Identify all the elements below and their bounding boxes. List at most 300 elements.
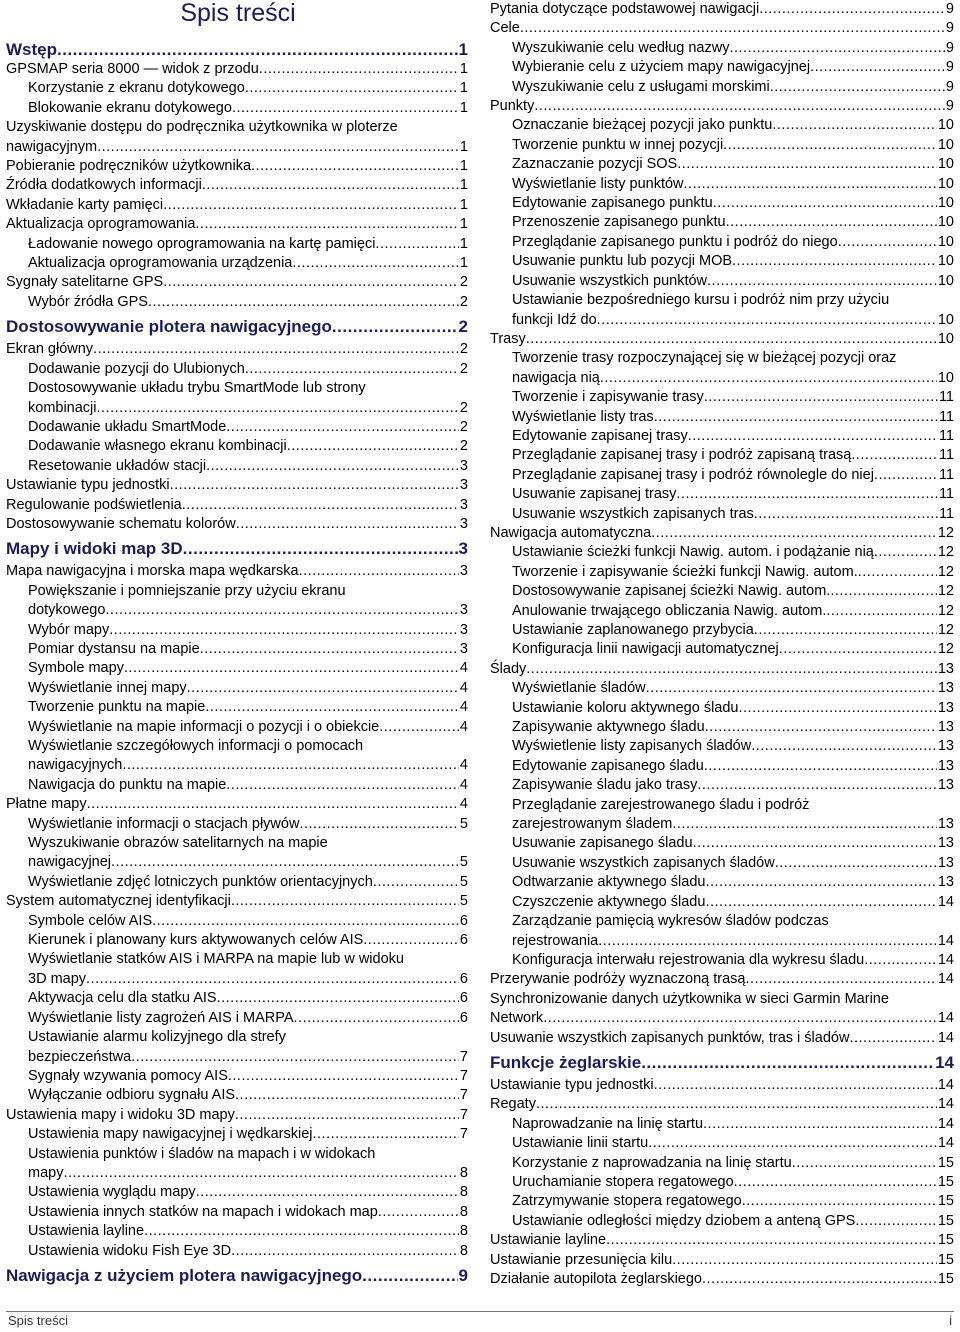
toc-page-number: 2 xyxy=(458,317,468,337)
toc-page-number: 11 xyxy=(938,466,954,483)
dot-leader xyxy=(734,1173,937,1192)
toc-entry[interactable] xyxy=(6,1009,468,1028)
dot-leader xyxy=(641,1053,934,1073)
toc-entry-line[interactable] xyxy=(490,990,954,1009)
toc-entry-title: Ustawienia layline xyxy=(28,1223,145,1240)
toc-entry[interactable] xyxy=(6,1048,468,1067)
toc-page-number: 13 xyxy=(937,719,954,736)
toc-entry-title: Regulowanie podświetlenia xyxy=(6,496,182,513)
toc-entry[interactable] xyxy=(490,757,954,776)
toc-page-number: 7 xyxy=(459,1106,468,1123)
dot-leader xyxy=(851,446,938,465)
dot-leader xyxy=(704,388,938,407)
toc-entry-title: Pobieranie podręczników użytkownika xyxy=(6,158,252,175)
toc-page-number: 13 xyxy=(937,874,954,891)
toc-entry[interactable] xyxy=(6,476,468,495)
toc-entry[interactable] xyxy=(6,1222,468,1241)
dot-leader xyxy=(849,1029,936,1048)
toc-page-number: 10 xyxy=(937,272,954,289)
dot-leader xyxy=(536,1095,937,1114)
toc-entry[interactable] xyxy=(490,155,954,174)
dot-leader xyxy=(259,60,459,79)
dot-leader xyxy=(702,1270,937,1289)
toc-entry-line[interactable] xyxy=(490,349,954,368)
dot-leader xyxy=(163,196,459,215)
toc-entry[interactable] xyxy=(6,79,468,98)
toc-entry[interactable] xyxy=(6,99,468,118)
toc-entry-title: Wyświetlanie listy punktów xyxy=(512,175,684,192)
toc-entry[interactable] xyxy=(490,1009,954,1028)
toc-entry[interactable] xyxy=(490,485,954,504)
toc-entry[interactable] xyxy=(6,873,468,892)
toc-entry[interactable] xyxy=(490,524,954,543)
toc-entry[interactable] xyxy=(490,1076,954,1095)
toc-entry[interactable] xyxy=(490,1192,954,1211)
dot-leader xyxy=(187,679,459,698)
toc-entry[interactable] xyxy=(490,951,954,970)
toc-entry[interactable] xyxy=(6,679,468,698)
dot-leader xyxy=(654,408,938,427)
dot-leader xyxy=(86,970,459,989)
toc-entry[interactable] xyxy=(490,1231,954,1250)
toc-entry-title: Wyświetlanie szczegółowych informacji o pomocach xyxy=(28,738,364,754)
dot-leader xyxy=(838,233,937,252)
dot-leader xyxy=(313,1125,459,1144)
toc-entry[interactable] xyxy=(6,1086,468,1105)
toc-entry[interactable] xyxy=(6,418,468,437)
toc-page-number: 4 xyxy=(459,660,468,677)
dot-leader xyxy=(97,399,459,418)
toc-entry[interactable] xyxy=(490,1154,954,1173)
toc-page-number: 3 xyxy=(459,457,468,474)
toc-entry-title: Wyświetlanie informacji o stacjach pływów xyxy=(28,815,300,832)
toc-entry-title: Ustawianie przesunięcia kilu xyxy=(490,1251,673,1268)
dot-leader xyxy=(93,340,459,359)
toc-entry[interactable] xyxy=(6,640,468,659)
toc-entry[interactable] xyxy=(6,457,468,476)
toc-page-number: 3 xyxy=(459,640,468,657)
toc-entry-title: Anulowanie trwającego obliczania Nawig. autom. xyxy=(512,602,827,619)
dot-leader xyxy=(63,1164,458,1183)
toc-right-column xyxy=(490,0,954,1289)
toc-entry[interactable] xyxy=(490,505,954,524)
toc-entry[interactable] xyxy=(6,892,468,911)
toc-page-number: 7 xyxy=(459,1126,468,1143)
toc-entry[interactable] xyxy=(490,602,954,621)
dot-leader xyxy=(235,1086,459,1105)
toc-entry[interactable] xyxy=(490,408,954,427)
dot-leader xyxy=(122,756,459,775)
dot-leader xyxy=(713,194,937,213)
toc-entry-title: Wyświetlanie zdjęć lotniczych punktów orientacyjnych xyxy=(28,873,373,890)
dot-leader xyxy=(707,272,937,291)
toc-entry-line[interactable] xyxy=(490,912,954,931)
toc-entry-title: Wkładanie karty pamięci xyxy=(6,196,164,213)
dot-leader xyxy=(672,815,936,834)
toc-entry[interactable] xyxy=(6,254,468,273)
toc-entry[interactable] xyxy=(6,621,468,640)
toc-entry[interactable] xyxy=(6,970,468,989)
toc-entry[interactable] xyxy=(490,0,954,19)
dot-leader xyxy=(231,1242,459,1261)
toc-entry[interactable] xyxy=(490,834,954,853)
toc-page-number: 10 xyxy=(937,233,954,250)
toc-entry[interactable] xyxy=(6,1242,468,1261)
toc-entry[interactable] xyxy=(6,293,468,312)
toc-entry[interactable] xyxy=(490,1251,954,1270)
toc-entry-title: Wybór źródła GPS xyxy=(28,293,148,310)
toc-entry[interactable] xyxy=(490,621,954,640)
toc-page-number: 6 xyxy=(459,970,468,987)
toc-page-number: 14 xyxy=(935,1052,954,1072)
toc-entry-title: bezpieczeństwa xyxy=(28,1048,132,1065)
toc-entry[interactable] xyxy=(490,1173,954,1192)
toc-page-number: 9 xyxy=(945,20,954,37)
dot-leader xyxy=(654,1076,937,1095)
toc-entry[interactable] xyxy=(490,718,954,737)
dot-leader xyxy=(378,1203,459,1222)
toc-entry[interactable] xyxy=(6,1125,468,1144)
toc-entry[interactable] xyxy=(6,1164,468,1183)
dot-leader xyxy=(772,116,937,135)
toc-entry-title: Konfiguracja linii nawigacji automatycznej xyxy=(512,641,779,658)
dot-leader xyxy=(124,659,459,678)
dot-leader xyxy=(598,932,937,951)
toc-entry[interactable] xyxy=(490,737,954,756)
toc-entry[interactable] xyxy=(6,138,468,157)
toc-entry[interactable] xyxy=(490,1270,954,1289)
toc-entry[interactable] xyxy=(490,1095,954,1114)
toc-entry-title: Wstęp xyxy=(6,40,57,59)
toc-entry[interactable] xyxy=(6,437,468,456)
toc-entry-title: GPSMAP seria 8000 — widok z przodu xyxy=(6,61,259,77)
toc-entry[interactable] xyxy=(6,756,468,775)
toc-entry[interactable] xyxy=(6,698,468,717)
toc-entry[interactable] xyxy=(6,776,468,795)
dot-leader xyxy=(684,175,937,194)
toc-entry-title: Zarządzanie pamięcią wykresów śladów podczas xyxy=(512,913,829,930)
toc-page-number: 9 xyxy=(945,59,954,76)
dot-leader xyxy=(57,40,458,60)
toc-entry[interactable] xyxy=(6,215,468,234)
dot-leader xyxy=(745,970,936,989)
dot-leader xyxy=(379,718,459,737)
toc-entry[interactable] xyxy=(6,340,468,359)
toc-entry-line[interactable] xyxy=(6,118,468,137)
dot-leader xyxy=(183,539,458,559)
toc-page-number: 10 xyxy=(937,175,954,192)
dot-leader xyxy=(163,273,459,292)
toc-section-heading[interactable] xyxy=(6,1266,468,1286)
toc-entry-title: Mapy i widoki map 3D xyxy=(6,539,183,559)
toc-entry-title: rejestrowania xyxy=(512,932,599,949)
toc-page-number: 6 xyxy=(459,1009,468,1026)
toc-entry[interactable] xyxy=(490,427,954,446)
dot-leader xyxy=(362,1266,457,1286)
toc-entry[interactable] xyxy=(490,815,954,834)
toc-entry[interactable] xyxy=(6,60,468,79)
toc-entry[interactable] xyxy=(490,932,954,951)
toc-entry[interactable] xyxy=(6,196,468,215)
toc-entry[interactable] xyxy=(6,815,468,834)
dot-leader xyxy=(648,1134,937,1153)
toc-page-number: 3 xyxy=(459,621,468,638)
dot-leader xyxy=(732,252,937,271)
toc-entry[interactable] xyxy=(6,1203,468,1222)
toc-page-number: 9 xyxy=(945,39,954,56)
toc-entry-title: Wyświetlanie innej mapy xyxy=(28,679,187,696)
toc-page-number: 9 xyxy=(945,98,954,115)
toc-page-number: 9 xyxy=(945,1,954,17)
toc-entry[interactable] xyxy=(490,330,954,349)
toc-entry-line[interactable] xyxy=(6,834,468,853)
dot-leader xyxy=(299,562,459,581)
toc-section-heading[interactable] xyxy=(6,317,468,337)
toc-page-number: 1 xyxy=(459,177,468,194)
dot-leader xyxy=(543,1009,937,1028)
toc-entry-title: Ustawianie ścieżki funkcji Nawig. autom. i podążanie nią xyxy=(512,544,874,561)
toc-entry[interactable] xyxy=(490,776,954,795)
toc-entry-title: Nawigacja do punktu na mapie xyxy=(28,776,227,793)
toc-entry-line[interactable] xyxy=(6,582,468,601)
toc-entry[interactable] xyxy=(490,252,954,271)
toc-entry-title: Synchronizowanie danych użytkownika w sieci Garmin Marine xyxy=(490,990,889,1007)
toc-entry-title: Symbole mapy xyxy=(28,660,124,677)
toc-entry[interactable] xyxy=(6,1106,468,1125)
dot-leader xyxy=(826,602,937,621)
dot-leader xyxy=(232,99,459,118)
toc-entry-title: Ustawianie koloru aktywnego śladu xyxy=(512,699,739,716)
toc-entry[interactable] xyxy=(490,1029,954,1048)
toc-page-number: 1 xyxy=(459,235,468,252)
toc-entry[interactable] xyxy=(6,989,468,1008)
toc-entry-title: Ustawianie typu jednostki xyxy=(6,477,170,494)
dot-leader xyxy=(646,679,937,698)
dot-leader xyxy=(245,360,459,379)
dot-leader xyxy=(299,815,458,834)
toc-entry[interactable] xyxy=(6,496,468,515)
toc-entry[interactable] xyxy=(6,515,468,534)
toc-page-number: 10 xyxy=(937,117,954,134)
toc-entry[interactable] xyxy=(6,273,468,292)
toc-entry[interactable] xyxy=(490,446,954,465)
toc-page-number: 5 xyxy=(459,815,468,832)
toc-section-heading[interactable] xyxy=(6,40,468,60)
toc-entry-title: Ustawianie alarmu kolizyjnego dla strefy xyxy=(28,1029,286,1046)
toc-entry-title: Trasy xyxy=(490,330,526,347)
toc-entry[interactable] xyxy=(490,1115,954,1134)
dot-leader xyxy=(864,951,937,970)
toc-page-number: 10 xyxy=(937,136,954,153)
toc-entry-line[interactable] xyxy=(6,737,468,756)
toc-entry-title: Ustawianie typu jednostki xyxy=(490,1076,654,1093)
dot-leader xyxy=(534,97,945,116)
toc-page-number: 14 xyxy=(937,1076,954,1093)
toc-entry-title: Dostosowywanie plotera nawigacyjnego xyxy=(6,317,332,337)
toc-entry-title: 3D mapy xyxy=(28,970,87,987)
toc-entry-title: Ustawienia innych statków na mapach i widokach map xyxy=(28,1203,378,1220)
toc-page-number: 8 xyxy=(459,1184,468,1201)
dot-leader xyxy=(651,524,937,543)
toc-entry-title: Wyszukiwanie celu według nazwy xyxy=(512,39,730,56)
toc-entry[interactable] xyxy=(490,854,954,873)
toc-entry[interactable] xyxy=(490,39,954,58)
toc-section-heading[interactable] xyxy=(6,539,468,559)
toc-entry[interactable] xyxy=(490,78,954,97)
dot-leader xyxy=(373,873,459,892)
toc-entry[interactable] xyxy=(490,116,954,135)
toc-entry[interactable] xyxy=(6,399,468,418)
toc-entry-title: Regaty xyxy=(490,1096,536,1113)
toc-entry[interactable] xyxy=(490,699,954,718)
toc-entry[interactable] xyxy=(490,582,954,601)
toc-entry-title: Wyświetlanie na mapie informacji o pozycji i o obiekcie xyxy=(28,718,380,735)
toc-entry[interactable] xyxy=(6,1183,468,1202)
dot-leader xyxy=(676,485,938,504)
toc-entry-title: Resetowanie układów stacji xyxy=(28,457,207,474)
toc-entry-title: Zapisywanie aktywnego śladu xyxy=(512,719,705,736)
toc-entry-title: Korzystanie z ekranu dotykowego xyxy=(28,80,245,97)
dot-leader xyxy=(97,138,459,157)
toc-entry[interactable] xyxy=(490,97,954,116)
toc-entry[interactable] xyxy=(6,235,468,254)
toc-entry-title: Aktualizacja oprogramowania urządzenia xyxy=(28,255,293,272)
toc-page-number: 14 xyxy=(937,893,954,910)
toc-entry[interactable] xyxy=(490,233,954,252)
dot-leader xyxy=(152,912,459,931)
toc-entry[interactable] xyxy=(490,563,954,582)
toc-entry[interactable] xyxy=(6,795,468,814)
toc-entry-title: dotykowego xyxy=(28,602,106,619)
toc-entry[interactable] xyxy=(6,1067,468,1086)
dot-leader xyxy=(200,640,459,659)
dot-leader xyxy=(754,621,937,640)
toc-entry-title: Sygnały wzywania pomocy AIS xyxy=(28,1067,228,1084)
toc-entry[interactable] xyxy=(490,543,954,562)
toc-entry-title: Wyświetlenie listy zapisanych śladów xyxy=(512,738,752,755)
toc-entry-title: System automatycznej identyfikacji xyxy=(6,893,231,910)
toc-page-number: 14 xyxy=(937,1115,954,1132)
toc-page-number: 10 xyxy=(937,369,954,386)
toc-entry[interactable] xyxy=(6,853,468,872)
toc-entry[interactable] xyxy=(490,388,954,407)
toc-entry-line[interactable] xyxy=(6,379,468,398)
toc-entry-title: Dodawanie układu SmartMode xyxy=(28,418,227,435)
toc-entry-title: Usuwanie zapisanej trasy xyxy=(512,486,677,503)
toc-entry-title: Edytowanie zapisanej trasy xyxy=(512,427,688,444)
toc-entry[interactable] xyxy=(490,640,954,659)
toc-page-number: 11 xyxy=(938,427,954,444)
toc-page-number: 8 xyxy=(459,1242,468,1259)
toc-entry-title: Ustawienia punktów i śladów na mapach i w widokach xyxy=(28,1145,376,1162)
toc-entry-title: Zaznaczanie pozycji SOS xyxy=(512,156,678,173)
toc-entry[interactable] xyxy=(490,369,954,388)
toc-entry[interactable] xyxy=(490,136,954,155)
toc-entry[interactable] xyxy=(490,213,954,232)
toc-entry-title: nawigacyjnych xyxy=(28,757,123,774)
toc-entry[interactable] xyxy=(6,176,468,195)
toc-page-number: 4 xyxy=(459,679,468,696)
toc-entry[interactable] xyxy=(490,466,954,485)
toc-entry-title: Funkcje żeglarskie xyxy=(490,1052,642,1072)
toc-entry[interactable] xyxy=(6,912,468,931)
toc-entry[interactable] xyxy=(490,873,954,892)
toc-entry[interactable] xyxy=(490,311,954,330)
toc-entry[interactable] xyxy=(6,931,468,950)
toc-entry-line[interactable] xyxy=(490,291,954,310)
toc-entry-title: Wyszukiwanie obrazów satelitarnych na mapie xyxy=(28,835,328,852)
dot-leader xyxy=(287,437,459,456)
toc-page-number: 11 xyxy=(938,486,954,503)
toc-entry[interactable] xyxy=(490,660,954,679)
toc-page-number: 10 xyxy=(937,214,954,231)
toc-entry-title: Usuwanie wszystkich zapisanych tras xyxy=(512,505,754,522)
toc-entry-line[interactable] xyxy=(6,950,468,969)
toc-page-number: 4 xyxy=(459,757,468,774)
dot-leader xyxy=(726,213,937,232)
toc-entry[interactable] xyxy=(6,718,468,737)
toc-section-heading[interactable] xyxy=(490,1053,954,1073)
toc-entry-title: Ustawienia widoku Fish Eye 3D xyxy=(28,1242,232,1259)
toc-page-number: 10 xyxy=(937,253,954,270)
dot-leader xyxy=(526,330,937,349)
toc-page-number: 10 xyxy=(937,311,954,328)
toc-entry-line[interactable] xyxy=(490,796,954,815)
toc-entry[interactable] xyxy=(6,157,468,176)
toc-entry[interactable] xyxy=(490,679,954,698)
toc-page-number: 13 xyxy=(937,777,954,794)
toc-entry[interactable] xyxy=(6,360,468,379)
toc-entry[interactable] xyxy=(490,893,954,912)
toc-entry-title: Wyświetlanie śladów xyxy=(512,680,646,697)
toc-entry-title: Blokowanie ekranu dotykowego xyxy=(28,99,232,116)
toc-page-number: 2 xyxy=(459,399,468,416)
toc-entry[interactable] xyxy=(490,272,954,291)
toc-page-number: 10 xyxy=(937,330,954,347)
dot-leader xyxy=(759,0,945,19)
toc-entry-title: Nawigacja automatyczna xyxy=(490,524,652,541)
toc-entry-title: Czyszczenie aktywnego śladu xyxy=(512,893,706,910)
dot-leader xyxy=(228,1067,459,1086)
toc-entry[interactable] xyxy=(490,194,954,213)
dot-leader xyxy=(770,78,945,97)
toc-entry-line[interactable] xyxy=(6,1028,468,1047)
toc-entry-title: Cele xyxy=(490,20,520,37)
toc-page-number: 2 xyxy=(459,360,468,377)
toc-entry[interactable] xyxy=(6,562,468,581)
toc-page-number: 1 xyxy=(459,99,468,116)
toc-entry-title: Płatne mapy xyxy=(6,796,87,813)
toc-entry[interactable] xyxy=(490,1212,954,1231)
toc-page-number: 13 xyxy=(937,680,954,697)
toc-entry-line[interactable] xyxy=(6,1145,468,1164)
toc-entry[interactable] xyxy=(490,1134,954,1153)
toc-entry-title: Network xyxy=(490,1010,544,1027)
toc-entry-title: Aktywacja celu dla statku AIS xyxy=(28,990,217,1007)
toc-entry[interactable] xyxy=(490,19,954,38)
toc-entry[interactable] xyxy=(490,58,954,77)
toc-entry[interactable] xyxy=(6,659,468,678)
toc-page-number: 14 xyxy=(937,1096,954,1113)
toc-entry[interactable] xyxy=(6,601,468,620)
toc-entry[interactable] xyxy=(490,970,954,989)
toc-entry-title: Przenoszenie zapisanego punktu xyxy=(512,214,726,231)
toc-entry-title: Tworzenie punktu na mapie xyxy=(28,699,206,716)
toc-entry-title: zarejestrowanym śladem xyxy=(512,816,673,833)
toc-entry[interactable] xyxy=(490,175,954,194)
toc-page-number: 2 xyxy=(459,438,468,455)
dot-leader xyxy=(245,79,459,98)
